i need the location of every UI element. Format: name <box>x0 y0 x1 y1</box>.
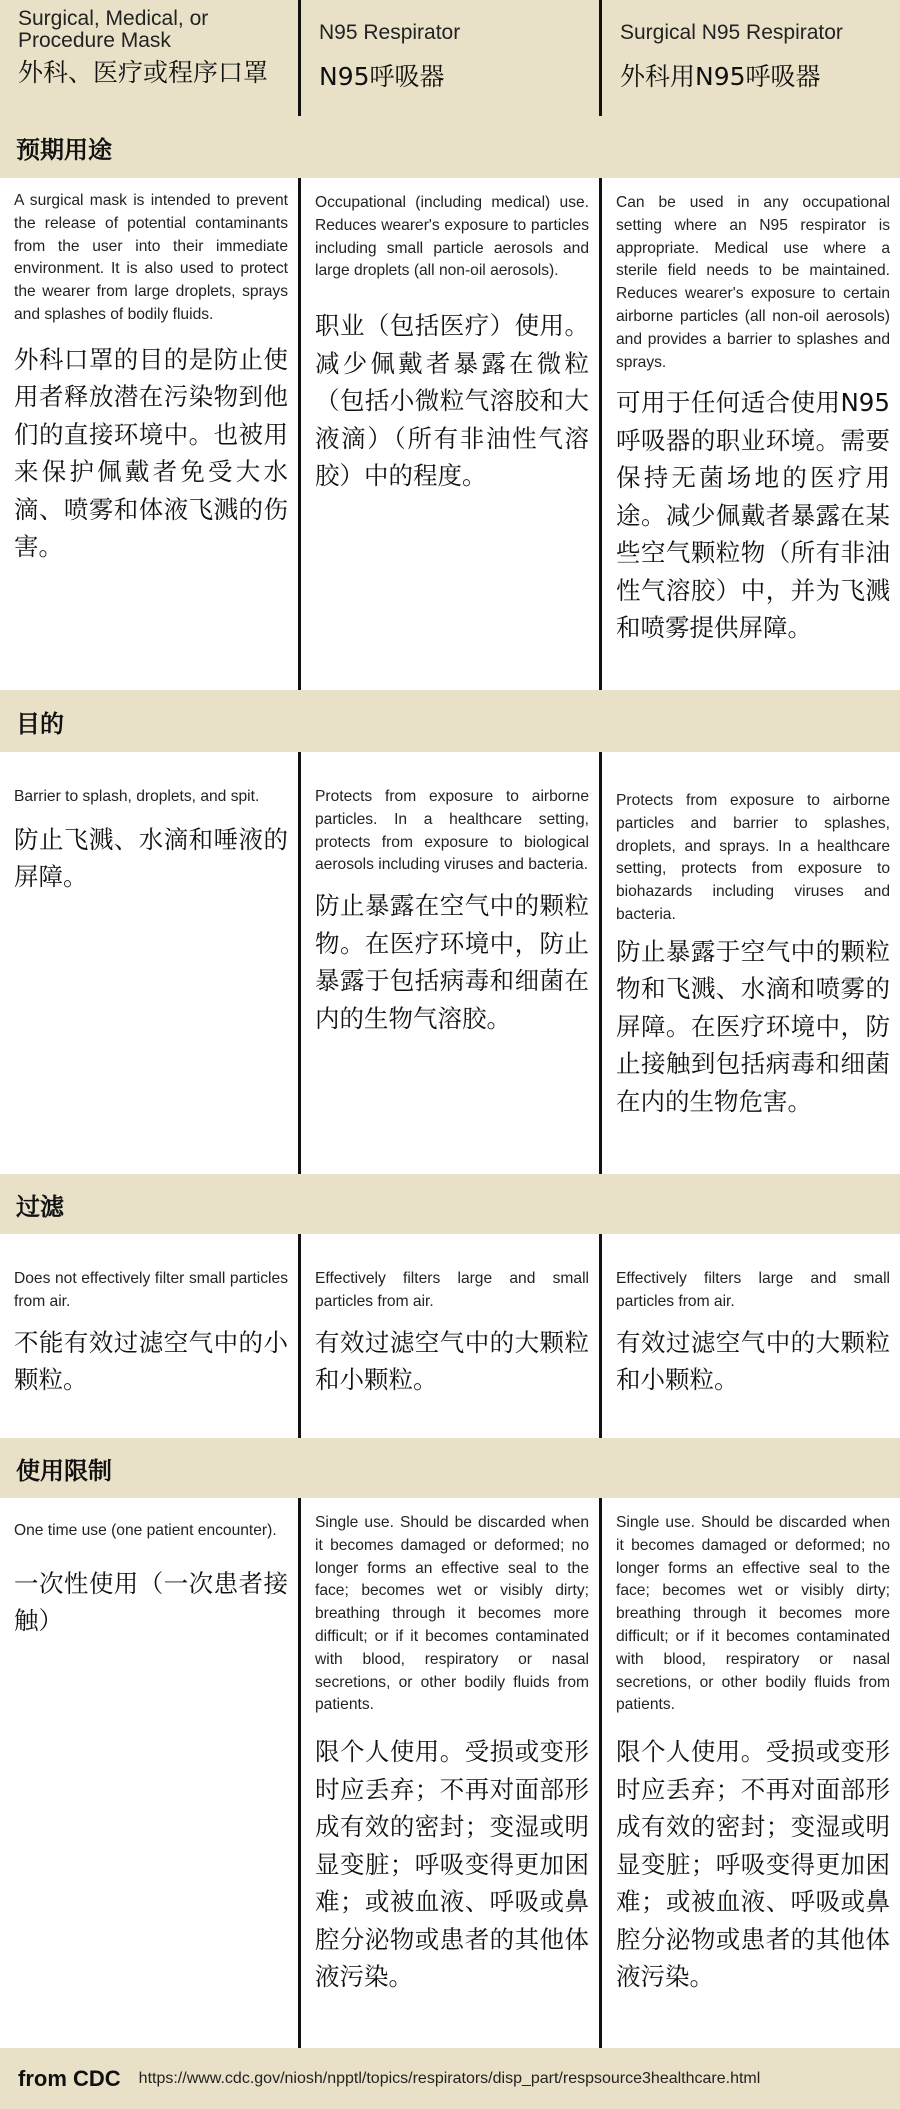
table-header <box>0 0 900 116</box>
table-cell <box>298 752 599 1174</box>
cell-text-zh: 限个人使用。受损或变形时应丢弃；不再对面部形成有效的密封；变湿或明显变脏；呼吸变得更加困难；或被血液、呼吸或鼻腔分泌物或患者的其他体液污染。 <box>616 1737 890 1992</box>
source-label: from CDC <box>18 2065 121 2091</box>
section-title: 目的 <box>16 709 64 738</box>
section-header-intended-use <box>0 116 900 178</box>
cell-text-en: Does not effectively filter small particles from air. <box>14 1270 288 1310</box>
section-header-purpose <box>0 690 900 752</box>
section-title: 使用限制 <box>16 1456 112 1485</box>
cell-text-zh: 限个人使用。受损或变形时应丢弃；不再对面部形成有效的密封；变湿或明显变脏；呼吸变得更加困难；或被血液、呼吸或鼻腔分泌物或患者的其他体液污染。 <box>315 1737 589 1992</box>
cell-text-en: One time use (one patient encounter). <box>14 1522 277 1539</box>
section-header-filtration <box>0 1174 900 1234</box>
cell-text-en: Can be used in any occupational setting where an N95 respirator is appropriate. Medical use where a sterile field needs to be maintained. Reduces wearer's exposure to certain airborne particles (all non-oil aerosols) and provides a barrier to splashes and sprays. <box>616 194 890 371</box>
section-row-intended-use <box>0 178 900 690</box>
source-url: https://www.cdc.gov/niosh/npptl/topics/respirators/disp_part/respsource3healthcare.html <box>138 2069 761 2087</box>
table-cell <box>298 1498 599 2048</box>
cell-text-en: A surgical mask is intended to prevent the release of potential contaminants from the user into their immediate environment. It is also used to protect the wearer from large droplets, sprays and splashes of bodily fluids. <box>14 192 288 323</box>
section-header-limitations <box>0 1438 900 1498</box>
cell-text-zh: 职业（包括医疗）使用。减少佩戴者暴露在微粒（包括小微粒气溶胶和大液滴）（所有非油性气溶胶）中的程度。 <box>315 311 589 491</box>
cell-text-en: Protects from exposure to airborne particles. In a healthcare setting, protects from exposure to biological aerosols including viruses and bacteria. <box>315 788 589 874</box>
cell-text-en: Protects from exposure to airborne particles and barrier to splashes, droplets, and sprays. In a healthcare setting, protects from exposure to biohazards including viruses and bacteria. <box>616 792 890 923</box>
column-header-surgical-mask <box>0 0 298 116</box>
section-title: 过滤 <box>16 1192 64 1221</box>
cell-text-en: Single use. Should be discarded when it becomes damaged or deformed; no longer forms an effective seal to the face; becomes wet or visibly dirty; breathing through it becomes more difficult; or if it becomes contaminated with blood, respiratory or nasal secretions, or other bodily fluids from patients. <box>616 1514 890 1714</box>
column-header-en: Surgical N95 Respirator <box>620 21 843 44</box>
table-cell <box>298 178 599 690</box>
cell-text-zh: 一次性使用（一次患者接触） <box>14 1568 288 1636</box>
cell-text-zh: 防止暴露在空气中的颗粒物。在医疗环境中，防止暴露于包括病毒和细菌在内的生物气溶胶。 <box>315 891 589 1033</box>
cell-text-en: Single use. Should be discarded when it becomes damaged or deformed; no longer forms an effective seal to the face; becomes wet or visibly dirty; breathing through it becomes more difficult; or if it becomes contaminated with blood, respiratory or nasal secretions, or other bodily fluids from patients. <box>315 1514 589 1714</box>
cell-text-en: Barrier to splash, droplets, and spit. <box>14 788 260 805</box>
cell-text-en: Occupational (including medical) use. Reduces wearer's exposure to particles including small particle aerosols and large droplets (all non-oil aerosols). <box>315 194 589 280</box>
table-cell <box>298 1234 599 1438</box>
table-cell <box>599 752 900 1174</box>
cell-text-zh: 防止暴露于空气中的颗粒物和飞溅、水滴和喷雾的屏障。在医疗环境中，防止接触到包括病毒和细菌在内的生物危害。 <box>616 936 890 1116</box>
section-row-filtration <box>0 1234 900 1438</box>
table-cell <box>0 752 298 1174</box>
cell-text-en: Effectively filters large and small particles from air. <box>315 1270 589 1310</box>
column-header-zh: N95呼吸器 <box>319 62 445 91</box>
cell-text-zh: 防止飞溅、水滴和唾液的屏障。 <box>14 824 288 892</box>
column-header-surgical-n95 <box>599 0 900 116</box>
column-header-zh: 外科用N95呼吸器 <box>620 62 821 91</box>
section-row-limitations <box>0 1498 900 2048</box>
table-cell <box>0 178 298 690</box>
cell-text-en: Effectively filters large and small particles from air. <box>616 1270 890 1310</box>
table-cell <box>0 1234 298 1438</box>
source-footer <box>0 2048 900 2109</box>
column-header-en: Surgical, Medical, or Procedure Mask <box>18 7 209 52</box>
table-cell <box>0 1498 298 2048</box>
cell-text-zh: 有效过滤空气中的大颗粒和小颗粒。 <box>315 1327 589 1395</box>
column-header-n95 <box>298 0 599 116</box>
section-title: 预期用途 <box>16 135 112 164</box>
cell-text-zh: 不能有效过滤空气中的小颗粒。 <box>14 1327 288 1395</box>
column-header-en: N95 Respirator <box>319 21 461 44</box>
table-cell <box>599 1234 900 1438</box>
table-cell <box>599 178 900 690</box>
section-row-purpose <box>0 752 900 1174</box>
cell-text-zh: 可用于任何适合使用N95呼吸器的职业环境。需要保持无菌场地的医疗用途。减少佩戴者暴露在某些空气颗粒物（所有非油性气溶胶）中，并为飞溅和喷雾提供屏障。 <box>616 388 890 643</box>
cell-text-zh: 有效过滤空气中的大颗粒和小颗粒。 <box>616 1327 890 1395</box>
table-cell <box>599 1498 900 2048</box>
cell-text-zh: 外科口罩的目的是防止使用者释放潜在污染物到他们的直接环境中。也被用来保护佩戴者免受大水滴、喷雾和体液飞溅的伤害。 <box>14 344 288 562</box>
column-header-zh: 外科、医疗或程序口罩 <box>18 58 269 87</box>
